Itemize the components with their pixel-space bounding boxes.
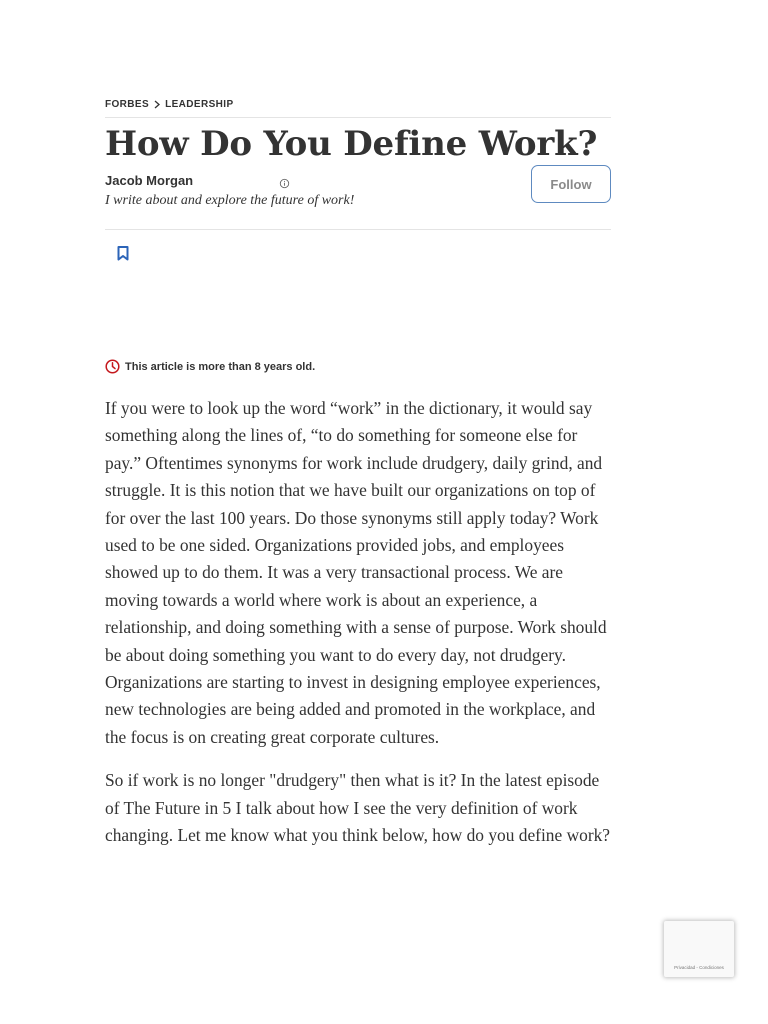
chevron-right-icon bbox=[154, 100, 160, 109]
bookmark-icon[interactable] bbox=[117, 246, 129, 261]
article-paragraph: If you were to look up the word “work” in the dictionary, it would say something along the lines of, “to do something for someone else for pay.” Oftentimes synonyms for work include drudgery, daily grind, and struggle. It is this notion that we have built our organizations on top of for over the last 100 years. Do those synonyms still apply today? Work used to be one sided. Organizations provided jobs, and employees showed up to do them. It was a very transactional process. We are moving towards a world where work is about an experience, a relationship, and doing something with a sense of purpose. Work should be about doing something you want to do every day, not drudgery. Organizations are starting to invest in designing employee experiences, new technologies are being added and promoted in the workplace, and the focus is on creating great corporate cultures. bbox=[105, 398, 607, 747]
article-paragraph: So if work is no longer "drudgery" then what is it? In the latest episode of The Future in 5 I talk about how I see the very definition of work changing. Let me know what you think below, how do you define work? bbox=[105, 770, 611, 846]
author-name[interactable]: Jacob Morgan bbox=[105, 173, 194, 188]
breadcrumb-leadership[interactable]: LEADERSHIP bbox=[165, 99, 234, 110]
author-tagline: I write about and explore the future of work! bbox=[105, 193, 355, 208]
recaptcha-badge[interactable] bbox=[664, 921, 734, 977]
recaptcha-links[interactable]: Privacidad - Condiciones bbox=[674, 965, 724, 970]
byline-divider bbox=[105, 229, 611, 230]
clock-icon bbox=[105, 359, 120, 374]
article-header bbox=[105, 96, 611, 230]
byline bbox=[105, 171, 611, 229]
article-body bbox=[105, 395, 615, 866]
breadcrumb-forbes[interactable]: FORBES bbox=[105, 99, 150, 110]
info-icon[interactable] bbox=[279, 176, 290, 187]
age-notice-text: This article is more than 8 years old. bbox=[125, 360, 316, 373]
article-title: How Do You Define Work? bbox=[105, 124, 598, 164]
header-divider bbox=[105, 117, 611, 118]
article-age-notice bbox=[105, 359, 315, 374]
follow-button[interactable]: Follow bbox=[531, 165, 611, 203]
breadcrumb bbox=[105, 96, 611, 113]
